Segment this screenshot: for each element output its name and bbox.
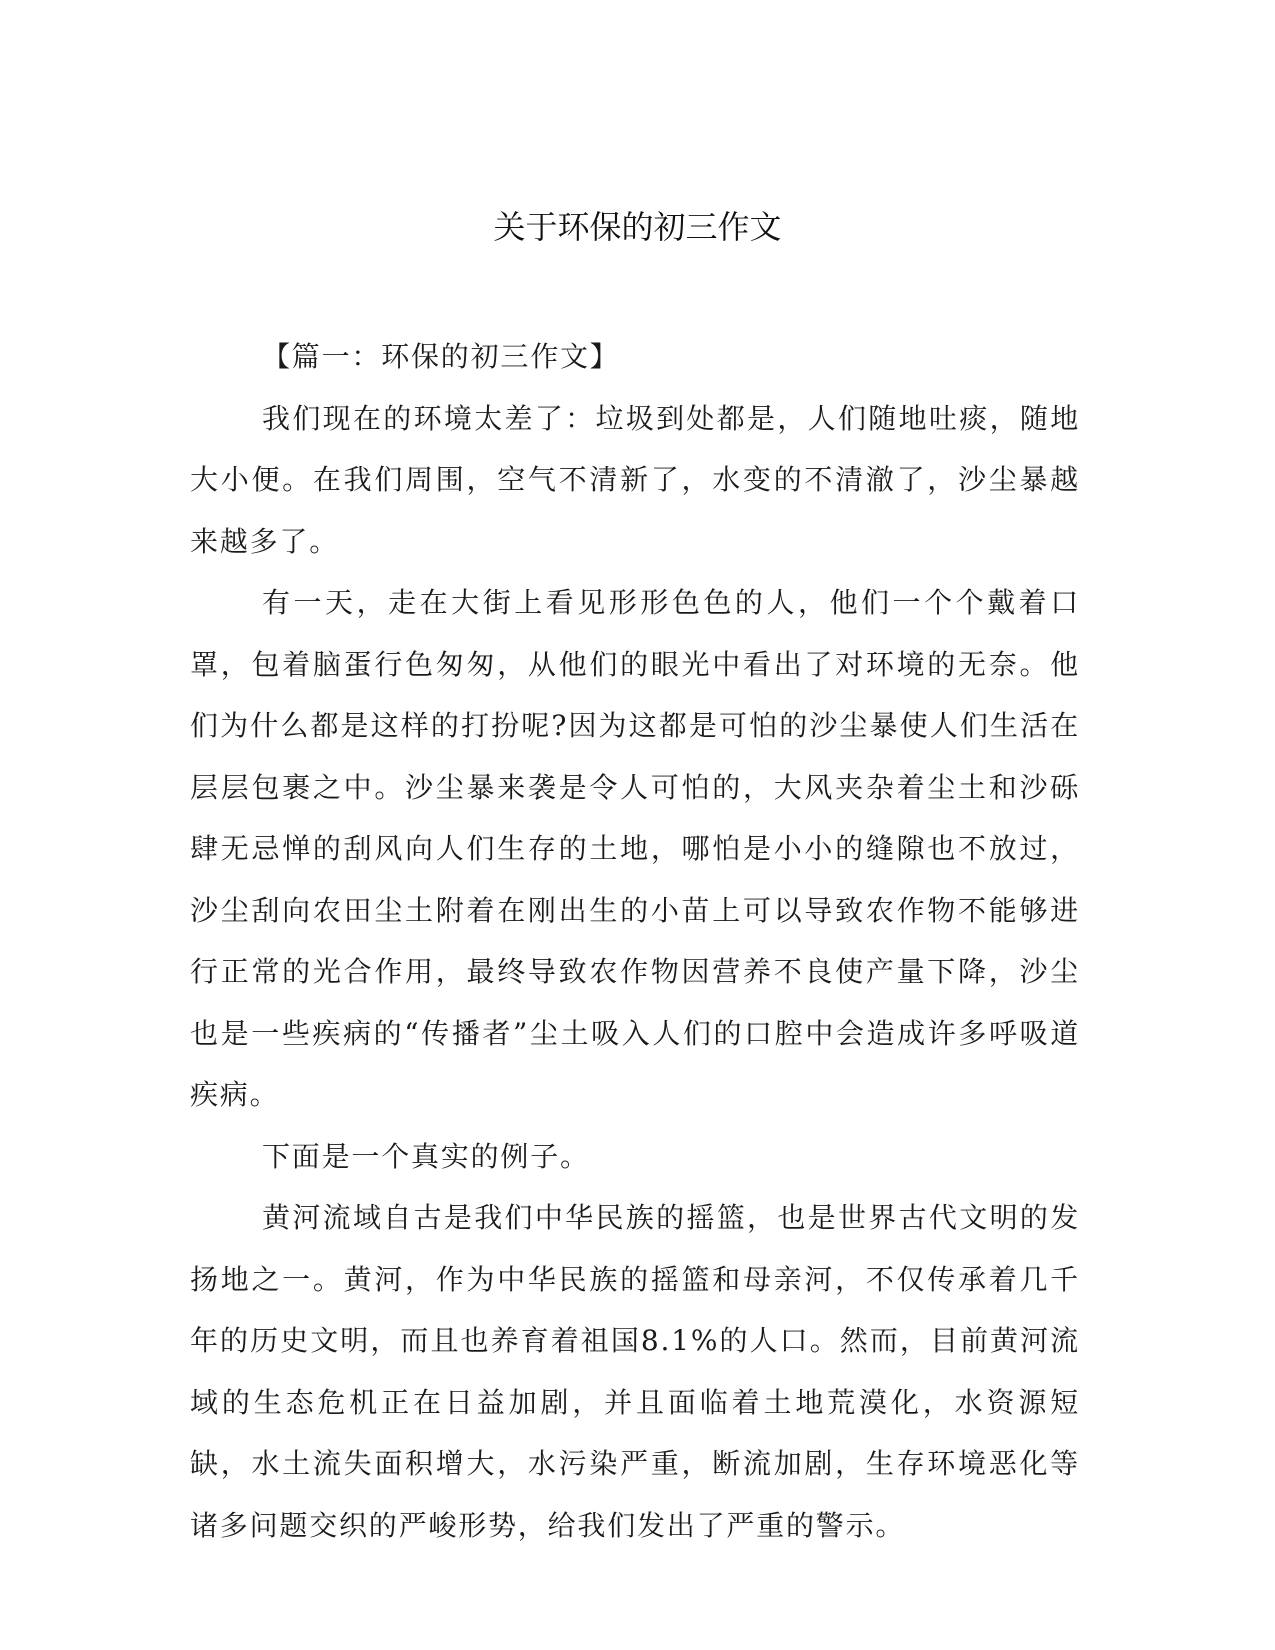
document-title: 关于环保的初三作文 — [493, 208, 782, 246]
paragraph: 下面是一个真实的例子。 — [262, 1139, 590, 1173]
document-body — [190, 326, 1080, 1556]
section-heading: 【篇一：环保的初三作文】 — [262, 340, 620, 373]
paragraph: 黄河流域自古是我们中华民族的摇篮，也是世界古代文明的发扬地之一。黄河，作为中华民族的摇篮和母亲河，不仅传承着几千年的历史文明，而且也养育着祖国8.1%的人口。然而，目前黄河流域的生态危机正在日益加剧，并且面临着土地荒漠化，水资源短缺，水土流失面积增大，水污染严重，断流加剧，生存环境恶化等诸多问题交织的严峻形势，给我们发出了严重的警示。 — [190, 1201, 1080, 1542]
paragraph: 我们现在的环境太差了：垃圾到处都是，人们随地吐痰，随地大小便。在我们周围，空气不清新了，水变的不清澈了，沙尘暴越来越多了。 — [190, 401, 1080, 558]
paragraph: 有一天，走在大街上看见形形色色的人，他们一个个戴着口罩，包着脑蛋行色匆匆，从他们的眼光中看出了对环境的无奈。他们为什么都是这样的打扮呢?因为这都是可怕的沙尘暴使人们生活在层层包裹之中。沙尘暴来袭是令人可怕的，大风夹杂着尘土和沙砾肆无忌惮的刮风向人们生存的土地，哪怕是小小的缝隙也不放过，沙尘刮向农田尘土附着在刚出生的小苗上可以导致农作物不能够进行正常的光合作用，最终导致农作物因营养不良使产量下降，沙尘也是一些疾病的“传播者”尘土吸入人们的口腔中会造成许多呼吸道疾病。 — [190, 586, 1080, 1111]
